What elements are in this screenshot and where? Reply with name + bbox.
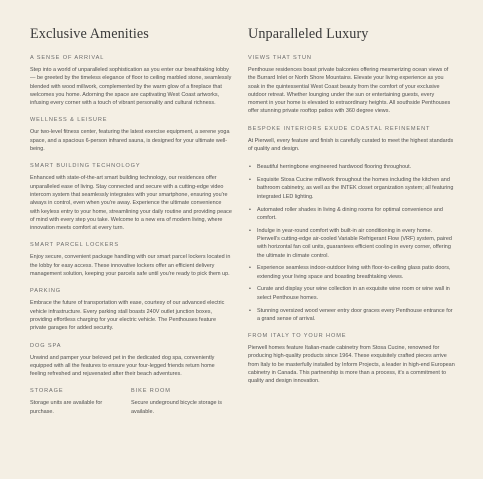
storage-bike-row bbox=[30, 388, 232, 426]
section-heading: FROM ITALY TO YOUR HOME bbox=[248, 333, 347, 340]
section-dog-spa bbox=[30, 343, 232, 379]
section-parking bbox=[30, 288, 232, 332]
section-heading: STORAGE bbox=[30, 388, 64, 395]
section-body: Embrace the future of transportation with ease, courtesy of our advanced electric vehicle infrastructure. Every parking stall boasts 240V outlet junction boxes, providing effortless charging for your electric vehicle. The Penthouses feature private garages for added security. bbox=[30, 300, 225, 332]
section-heading: SMART PARCEL LOCKERS bbox=[30, 242, 119, 249]
section-sense-of-arrival bbox=[30, 55, 232, 107]
section-intro: At Pierwell, every feature and finish is carefully curated to meet the highest standards of quality and design. bbox=[248, 137, 454, 153]
list-item: • Stunning oversized wood veneer entry door graces every Penthouse entrance for a grand sense of arrival. bbox=[248, 307, 455, 324]
list-item: • Indulge in year-round comfort with built-in air conditioning in every home. Pierwell's cutting-edge air-cooled Variable Refrigerant Flow (VRF) system, paired with horizontal fan coil units, guarantees efficient cooling in every corner, offering the ultimate in climate control. bbox=[248, 227, 455, 260]
section-body: Step into a world of unparalleled sophistication as you enter our breathtaking lobby — be greeted by the timeless elegance of floor to ceiling marbled stone, seamlessly blended with wood millwork, complemented by the warm glow of a fireplace that welcomes you home. Adorning the space are captivating West Coast artworks, infusing every corner with a touch of vibrant personality and cultural richness. bbox=[30, 67, 232, 107]
unparalleled-luxury-title: Unparalleled Luxury bbox=[248, 26, 369, 42]
section-bespoke-interiors bbox=[248, 126, 455, 323]
section-from-italy bbox=[248, 333, 455, 385]
section-heading: VIEWS THAT STUN bbox=[248, 55, 312, 61]
section-smart-building-technology bbox=[30, 163, 232, 232]
section-body: Our two-level fitness center, featuring the latest exercise equipment, a serene yoga space, and a spacious 6-person infrared sauna, is designed for your ultimate well-being. bbox=[30, 129, 230, 153]
section-body: Enjoy secure, convenient package handling with our smart parcel lockers located in the lobby for easy access. These innovative lockers offer an efficient delivery management solution, keeping your parcels safe until you're ready to pick them up. bbox=[30, 254, 231, 278]
section-heading: WELLNESS & LEISURE bbox=[30, 117, 108, 124]
section-heading: SMART BUILDING TECHNOLOGY bbox=[30, 163, 141, 170]
list-item: • Curate and display your wine collection in an exquisite wine room or wine wall in select Penthouse homes. bbox=[248, 285, 455, 302]
section-heading: DOG SPA bbox=[30, 342, 62, 349]
list-item: • Automated roller shades in living & dining rooms for optimal convenience and comfort. bbox=[248, 206, 455, 223]
section-smart-parcel-lockers bbox=[30, 242, 232, 278]
exclusive-amenities-column bbox=[30, 26, 232, 426]
section-body: Enhanced with state-of-the-art smart building technology, our residences offer unparalleled ease of living. Stay connected and secure with a cutting-edge video intercom system that seamlessly integrates with your smartphone, ensuring you're always in control, even when you're away. Experience the ultimate convenience with keyless entry to your home, streamlining your daily routine and providing peace of mind with every step you take. Welcome to a new era of modern living, where innovation meets comfort at every turn. bbox=[30, 175, 232, 232]
section-heading: BESPOKE INTERIORS EXUDE COASTAL REFINEMENT bbox=[248, 125, 431, 132]
section-bike-room bbox=[131, 388, 232, 426]
section-wellness-leisure bbox=[30, 117, 232, 153]
section-heading: PARKING bbox=[30, 288, 62, 295]
list-item: • Beautiful herringbone engineered hardwood flooring throughout. bbox=[248, 163, 455, 171]
section-body: Pierwell homes feature Italian-made cabinetry from Stosa Cucine, renowned for producing high-quality products since 1964. These exquisitely crafted pieces arrive from Italy to be masterfully installed by Inform Projects, a leader in high-end European cabinetry in Canada. This partnership is more than a process, it's a commitment to quality and design innovation. bbox=[248, 345, 455, 385]
features-list bbox=[248, 163, 455, 323]
exclusive-amenities-title: Exclusive Amenities bbox=[30, 26, 149, 42]
list-item: • Experience seamless indoor-outdoor living with floor-to-ceiling glass patio doors, extending your living space and boasting breathtaking views. bbox=[248, 264, 455, 281]
section-body: Penthouse residences boast private balconies offering mesmerizing ocean views of the Burrard Inlet or North Shore Mountains. Elevate your living experience as you soak in the quintessential West Coast beauty from the comfort of your exclusive outdoor retreat. Whether lounging under the sun or entertaining guests, every moment in your home is elevated to extraordinary heights. All southside Penthouses offer stunning private rooftop patios with 360 degree views. bbox=[248, 67, 451, 115]
section-body: Storage units are available for purchase. bbox=[30, 400, 103, 415]
unparalleled-luxury-column bbox=[248, 26, 455, 396]
section-heading: A SENSE OF ARRIVAL bbox=[30, 55, 105, 61]
section-heading: BIKE ROOM bbox=[131, 388, 171, 395]
section-body: Secure undeground bicycle storage is available. bbox=[131, 400, 222, 415]
section-views-that-stun bbox=[248, 55, 455, 116]
section-storage bbox=[30, 388, 131, 426]
list-item: • Exquisite Stosa Cucine millwork throughout the homes including the kitchen and bathroom cabinetry, as well as the INTEK closet organization system; all featuring integrated LED lighting. bbox=[248, 176, 455, 201]
section-body: Unwind and pamper your beloved pet in the dedicated dog spa, conveniently equipped with all the features to ensure your four-legged friends return home feeling refreshed and rejuvenated after their beach adventures. bbox=[30, 354, 215, 378]
